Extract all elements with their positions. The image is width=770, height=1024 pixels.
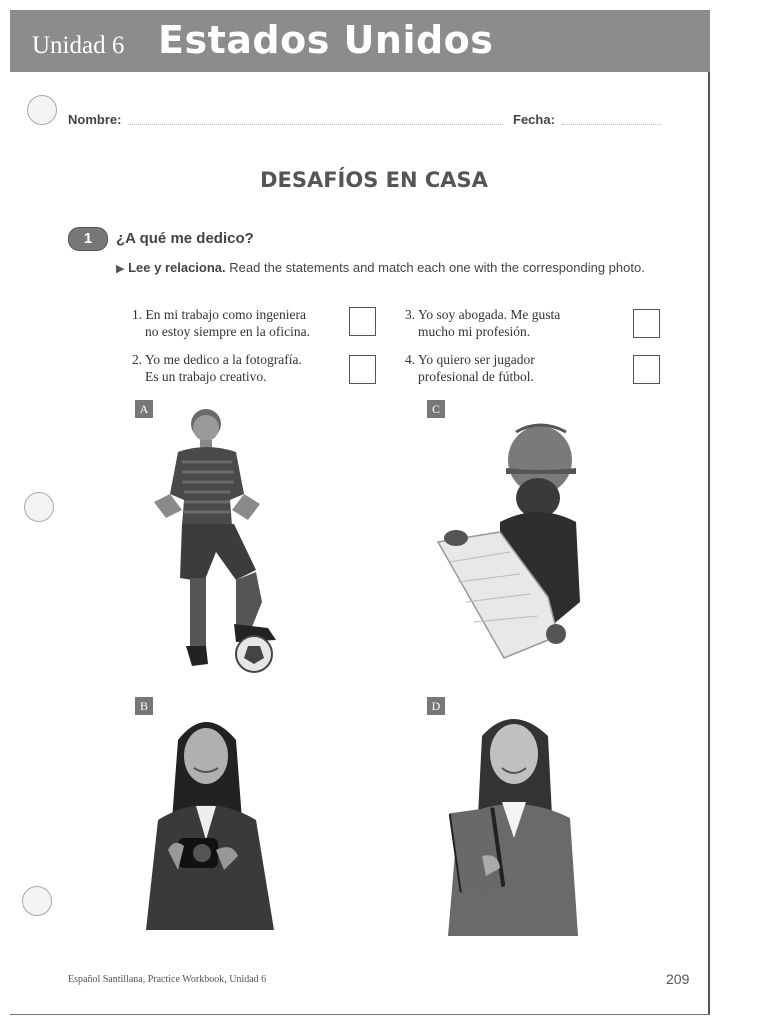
binder-hole-top	[27, 95, 57, 125]
statement-1: 1. En mi trabajo como ingeniera no estoy siempre en la oficina.	[132, 307, 310, 339]
footer-source: Español Santillana, Practice Workbook, Unidad 6	[68, 974, 267, 985]
unit-label: Unidad 6	[32, 32, 125, 59]
arrow-icon: ▶	[116, 263, 125, 275]
instruction-lead: Lee y relaciona.	[128, 260, 226, 275]
statement-3: 3. Yo soy abogada. Me gusta mucho mi profesión.	[405, 307, 561, 339]
lawyer-photo	[432, 706, 582, 946]
answer-box-1[interactable]	[349, 307, 376, 336]
page-title: DESAFÍOS EN CASA	[260, 168, 488, 192]
photo-label-a: A	[135, 400, 153, 418]
answer-box-4[interactable]	[633, 355, 660, 384]
photo-label-b: B	[135, 697, 153, 715]
page-border	[10, 10, 710, 1015]
unit-title: Estados Unidos	[158, 18, 494, 62]
date-field[interactable]	[562, 124, 660, 125]
date-label: Fecha:	[513, 112, 555, 127]
answer-box-2[interactable]	[349, 355, 376, 384]
unit-header	[10, 10, 710, 72]
instruction-text: Read the statements and match each one with the corresponding photo.	[229, 260, 645, 275]
photographer-photo	[138, 710, 288, 945]
photo-label-c: C	[427, 400, 445, 418]
photo-label-d: D	[427, 697, 445, 715]
name-label: Nombre:	[68, 112, 122, 127]
answer-box-3[interactable]	[633, 309, 660, 338]
engineer-photo	[430, 412, 590, 662]
binder-hole-middle	[24, 492, 54, 522]
soccer-player-photo	[140, 402, 280, 674]
exercise-instruction	[116, 259, 661, 278]
binder-hole-bottom	[22, 886, 52, 916]
statement-2: 2. Yo me dedico a la fotografía. Es un trabajo creativo.	[132, 352, 302, 384]
name-field[interactable]	[128, 124, 503, 125]
statement-4: 4. Yo quiero ser jugador profesional de fútbol.	[405, 352, 535, 384]
exercise-number-badge: 1	[68, 227, 108, 251]
exercise-heading: ¿A qué me dedico?	[116, 230, 254, 247]
page-number: 209	[666, 971, 690, 987]
